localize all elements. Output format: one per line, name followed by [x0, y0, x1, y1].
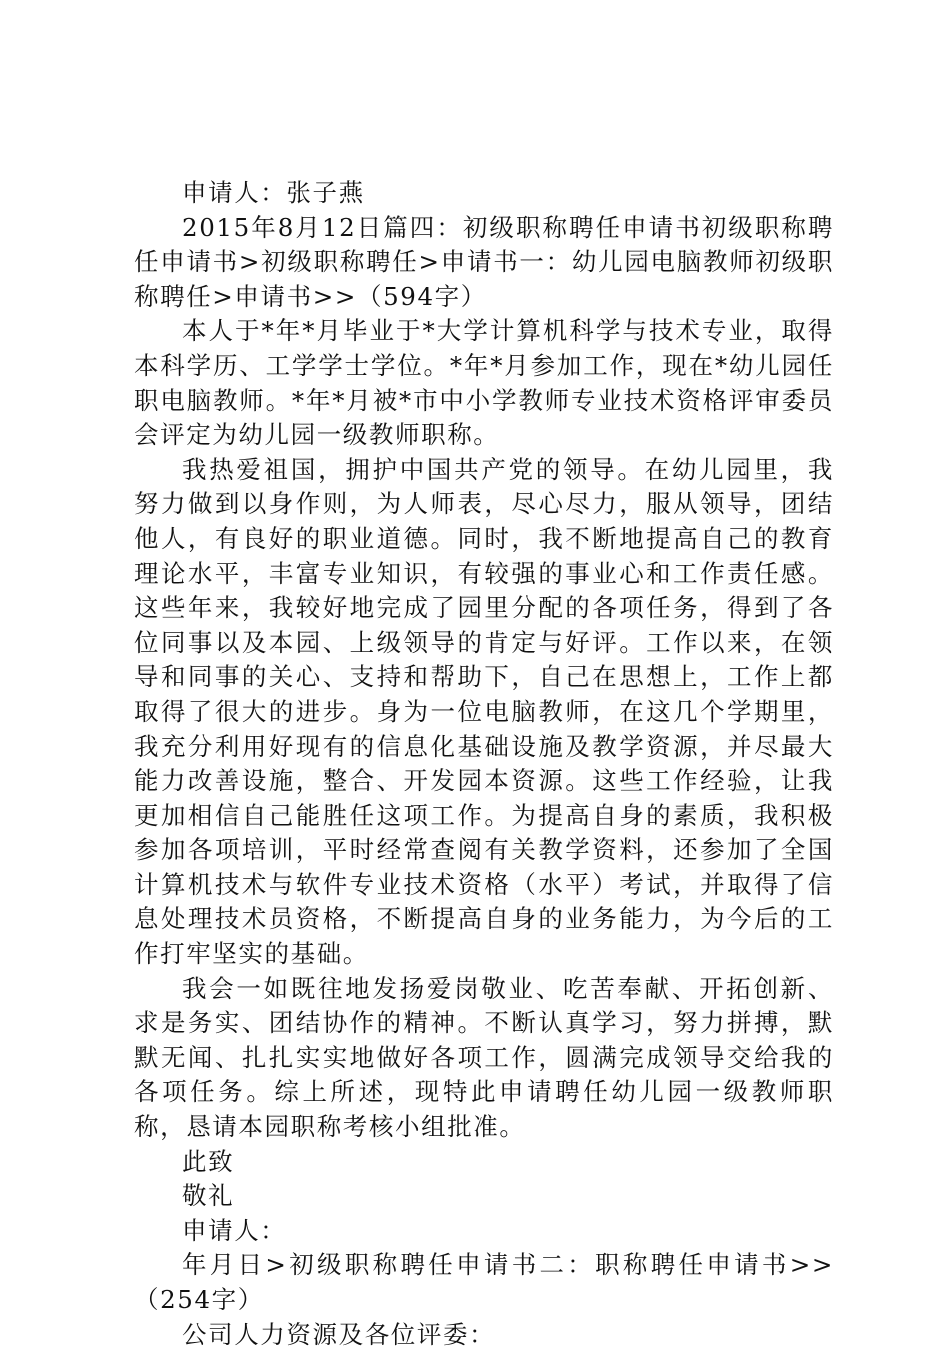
document-page [134, 176, 834, 1352]
signature-line: 申请人：张子燕 [182, 178, 365, 207]
body-paragraph-commitment: 我会一如既往地发扬爱岗敬业、吃苦奉献、开拓创新、求是务实、团结协作的精神。不断认真学习，努力拼搏，默默无闻、扎扎实实地做好各项工作，圆满完成领导交给我的各项任务。综上所述，现特此申请聘任幼儿园一级教师职称，恳请本园职称考核小组批准。 [134, 973, 834, 1142]
addressee-line: 公司人力资源及各位评委： [182, 1319, 496, 1349]
body-paragraph-performance: 我热爱祖国，拥护中国共产党的领导。在幼儿园里，我努力做到以身作则，为人师表，尽心尽力，服从领导，团结他人，有良好的职业道德。同时，我不断地提高自己的教育理论水平，丰富专业知识，有较强的事业心和工作责任感。这些年来，我较好地完成了园里分配的各项任务，得到了各位同事以及本园、上级领导的肯定与好评。工作以来，在领导和同事的关心、支持和帮助下，自己在思想上，工作上都取得了很大的进步。身为一位电脑教师，在这几个学期里，我充分利用好现有的信息化基础设施及教学资源，并尽最大能力改善设施，整合、开发园本资源。这些工作经验，让我更加相信自己能胜任这项工作。为提高自身的素质，我积极参加各项培训，平时经常查阅有关教学资料，还参加了全国计算机技术与软件专业技术资格（水平）考试，并取得了信息处理技术员资格，不断提高自身的业务能力，为今后的工作打牢坚实的基础。 [134, 454, 834, 969]
section-heading-two: 年月日>初级职称聘任申请书二：职称聘任申请书>>（254字） [134, 1250, 834, 1314]
applicant-label: 申请人： [182, 1215, 287, 1245]
date-and-section-heading: 2015年8月12日篇四：初级职称聘任申请书初级职称聘任申请书>初级职称聘任>申请书一：幼儿园电脑教师初级职称聘任>申请书>>（594字） [134, 212, 834, 311]
closing-salutation: 此致 [182, 1146, 235, 1176]
closing-regards: 敬礼 [182, 1181, 235, 1211]
body-paragraph-background: 本人于*年*月毕业于*大学计算机科学与技术专业，取得本科学历、工学学士学位。*年*月参加工作，现在*幼儿园任职电脑教师。*年*月被*市中小学教师专业技术资格评审委员会评定为幼儿园一级教师职称。 [134, 316, 834, 450]
